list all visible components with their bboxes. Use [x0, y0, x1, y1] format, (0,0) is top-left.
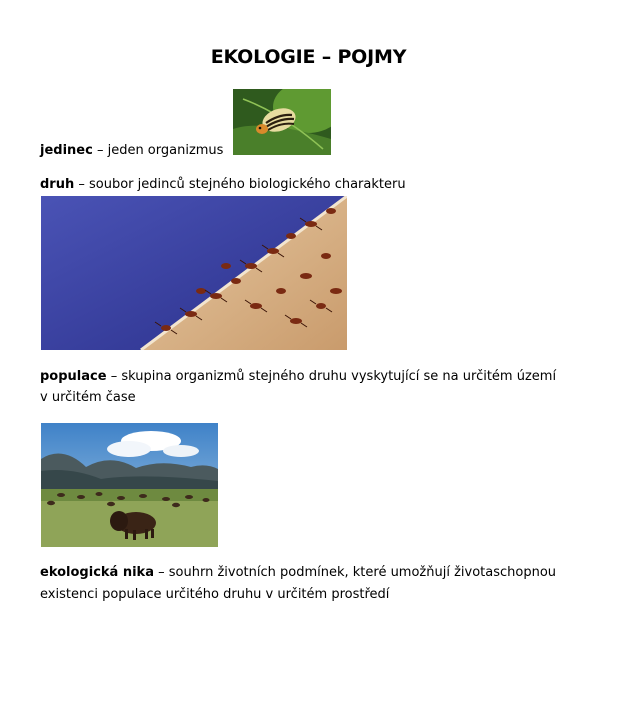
entry-populace — [40, 366, 556, 388]
separator: – — [92, 143, 108, 158]
separator: – — [106, 369, 122, 384]
definition-populace: skupina organizmů stejného druhu vyskytující se na určitém území — [121, 369, 557, 384]
separator: – — [74, 177, 89, 192]
definition-ekologicka-nika: souhrn životních podmínek, které umožňují životaschopnou — [168, 565, 557, 580]
page-title: EKOLOGIE – POJMY — [210, 46, 407, 68]
definition-druh: soubor jedinců stejného biologického charakteru — [89, 177, 406, 192]
term-jedinec: jedinec — [40, 143, 93, 158]
entry-druh — [40, 174, 406, 196]
separator: – — [153, 565, 169, 580]
entry-ekologicka-nika — [40, 562, 556, 584]
term-populace: populace — [40, 369, 107, 384]
term-ekologicka-nika: ekologická nika — [40, 565, 154, 580]
beetle-photo — [233, 89, 331, 155]
entry-jedinec — [40, 140, 223, 162]
entry-ekologicka-nika-line2: existenci populace určitého druhu v určitém prostředí — [40, 587, 390, 602]
entry-populace-line2: v určitém čase — [40, 390, 136, 405]
definition-jedinec: jeden organizmus — [107, 143, 224, 158]
term-druh: druh — [40, 177, 75, 192]
bison-photo — [41, 423, 218, 547]
ants-photo — [41, 196, 347, 350]
